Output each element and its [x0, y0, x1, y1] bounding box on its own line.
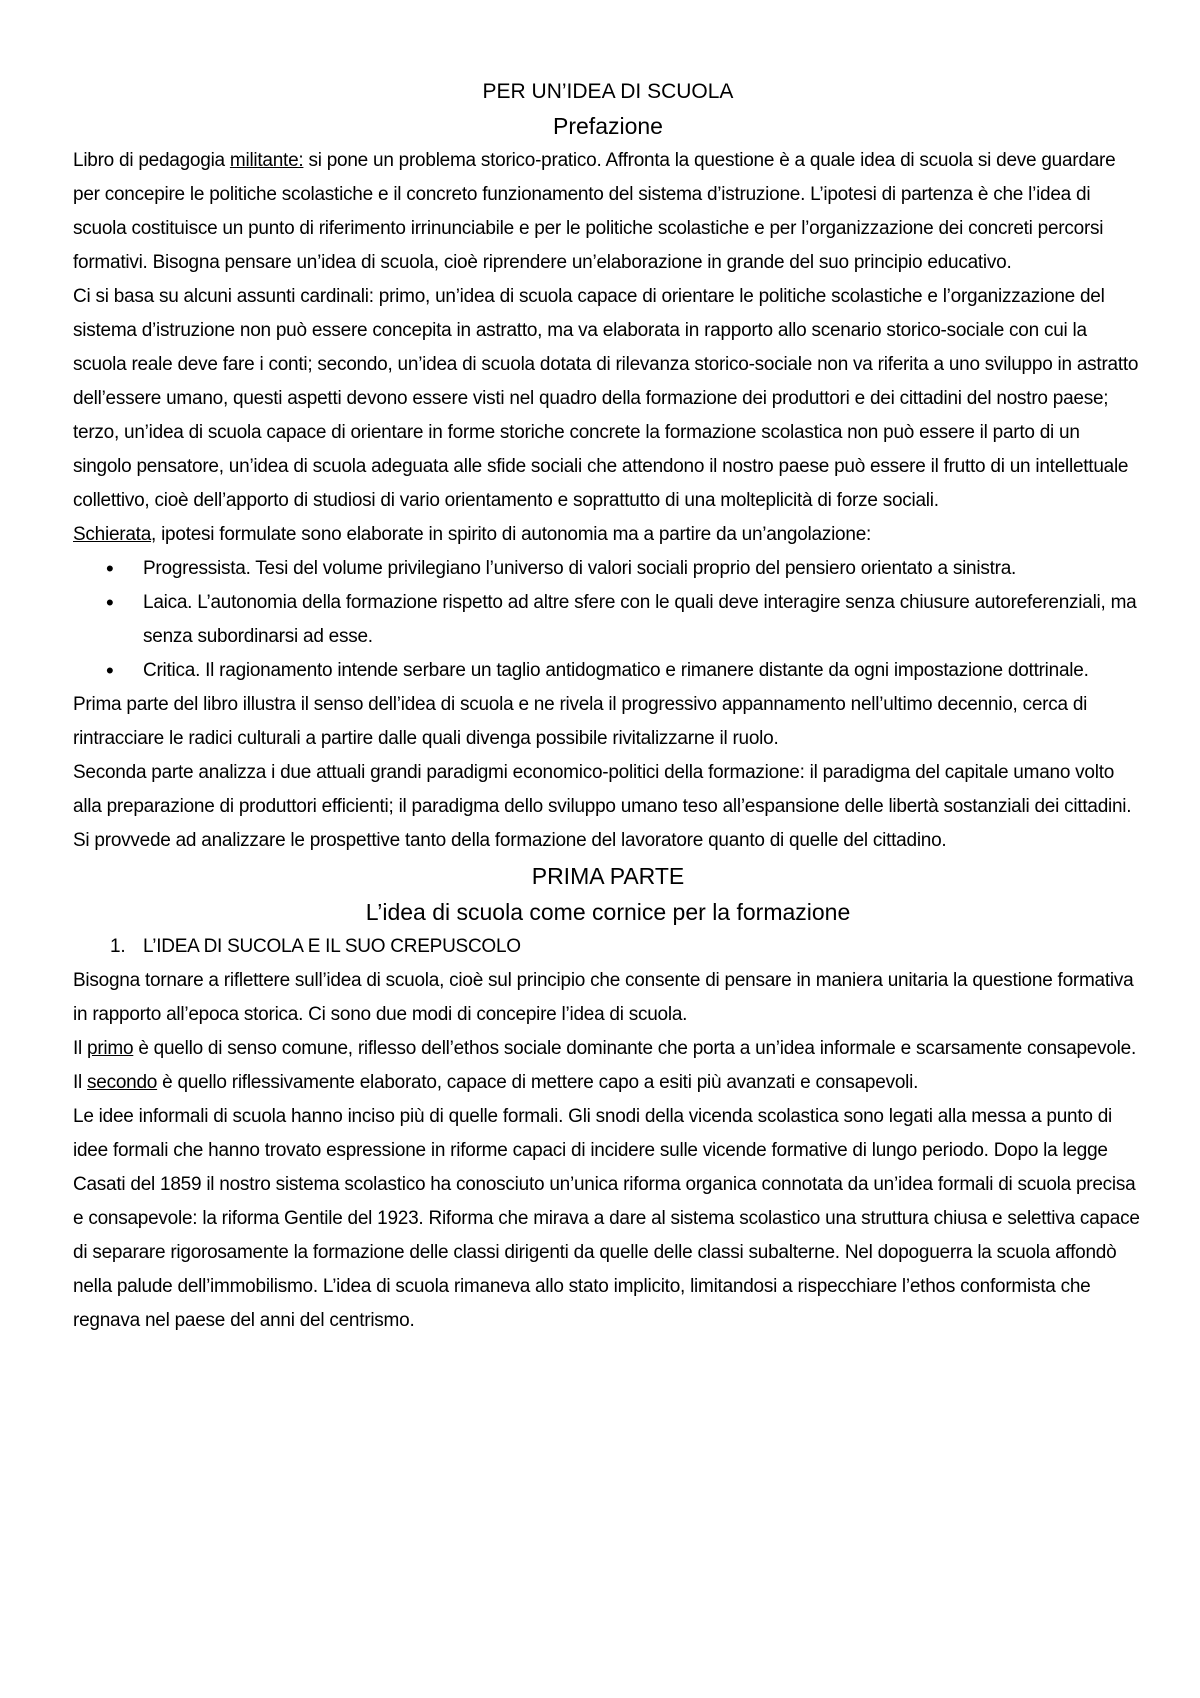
paragraph-second-part: Seconda parte analizza i due attuali grandi paradigmi economico-politici della formazione: il paradigma del capitale umano volto alla preparazione di produttori efficienti; il paradigma dello sviluppo umano teso all’espansione delle libertà sostanziali dei cittadini. Si provvede ad analizzare le prospettive tanto della formazione del lavoratore quanto di quelle del cittadino. [73, 762, 1132, 851]
list-item: • Critica. Il ragionamento intende serbare un taglio antidogmatico e rimanere distante da ogni impostazione dottrinale. [143, 654, 1143, 688]
primo-prefix: Il [73, 1038, 88, 1059]
underlined-schierata: Schierata [73, 524, 152, 545]
underlined-secondo: secondo [87, 1072, 158, 1093]
paragraph-secondo [73, 1066, 1143, 1100]
paragraph-return-to-idea: Bisogna tornare a riflettere sull’idea di scuola, cioè sul principio che consente di pensare in maniera unitaria la questione formativa in rapporto all’epoca storica. Ci sono due modi di concepire l’idea di scuola. [73, 970, 1134, 1025]
intro-text-rest: si pone un problema storico-pratico. Affronta la questione è a quale idea di scuola si deve guardare per concepire le politiche scolastiche e il concreto funzionamento del sistema d’istruzione. L’ipotesi di partenza è che l’idea di scuola costituisce un punto di riferimento irrinunciabile e per le politiche scolastiche e per l’organizzazione dei concreti percorsi formativi. Bisogna pensare un’idea di scuola, cioè riprendere un’elaborazione in grande del suo principio educativo. [73, 150, 1116, 273]
paragraph-primo [73, 1032, 1143, 1066]
paragraph-informal-ideas: Le idee informali di scuola hanno inciso più di quelle formali. Gli snodi della vicenda scolastica sono legati alla messa a punto di idee formali che hanno trovato espressione in riforme capaci di incidere sulle vicende formative di lungo periodo. Dopo la legge Casati del 1859 il nostro sistema scolastico ha conosciuto un’unica riforma organica connotata da un’idea formali di scuola precisa e consapevole: la riforma Gentile del 1923. Riforma che mirava a dare al sistema scolastico una struttura chiusa e selettiva capace di separare rigorosamente la formazione delle classi dirigenti da quelle delle classi subalterne. Nel dopoguerra la scuola affondò nella palude dell’immobilismo. L’idea di scuola rimaneva allo stato implicito, limitandosi a rispecchiare l’ethos conformista che regnava nel paese del anni del centrismo. [73, 1106, 1140, 1331]
secondo-prefix: Il [73, 1072, 88, 1093]
list-item: • Progressista. Tesi del volume privilegiano l’universo di valori sociali proprio del pensiero orientato a sinistra. [143, 552, 1143, 586]
secondo-text: è quello riflessivamente elaborato, capace di mettere capo a esiti più avanzati e consapevoli. [157, 1072, 919, 1093]
paragraph-schierata [73, 518, 1143, 552]
part-heading: PRIMA PARTE [531, 863, 685, 889]
primo-text: è quello di senso comune, riflesso dell’ethos sociale dominante che porta a un’idea informale e scarsamente consapevole. [133, 1038, 1136, 1059]
section-number: 1. [110, 936, 126, 957]
paragraph-first-part: Prima parte del libro illustra il senso dell’idea di scuola e ne rivela il progressivo appannamento nell’ultimo decennio, cerca di rintracciare le radici culturali a partire dalle quali divenga possibile rivitalizzarne il ruolo. [73, 694, 1088, 749]
underlined-primo: primo [87, 1038, 134, 1059]
part-subheading: L’idea di scuola come cornice per la formazione [365, 899, 851, 925]
intro-text-start: Libro di pedagogia [73, 150, 230, 171]
list-item: • Laica. L’autonomia della formazione rispetto ad altre sfere con le quali deve interagire senza chiusure autoreferenziali, ma senza subordinarsi ad esse. [143, 586, 1143, 654]
angle-list [73, 552, 1143, 688]
underlined-militante: militante: [229, 150, 304, 171]
preface-heading: Prefazione [553, 113, 663, 139]
document-title: PER UN’IDEA DI SCUOLA [482, 80, 734, 103]
paragraph-intro [73, 144, 1143, 280]
section-heading [73, 930, 1143, 964]
document-page [73, 76, 1143, 1338]
paragraph-assumptions: Ci si basa su alcuni assunti cardinali: primo, un’idea di scuola capace di orientare le politiche scolastiche e l’organizzazione del sistema d’istruzione non può essere concepita in astratto, ma va elaborata in rapporto allo scenario storico-sociale con cui la scuola reale deve fare i conti; secondo, un’idea di scuola dotata di rilevanza storico-sociale non va riferita a uno sviluppo in astratto dell’essere umano, questi aspetti devono essere visti nel quadro della formazione dei produttori e dei cittadini del nostro paese; terzo, un’idea di scuola capace di orientare in forme storiche concrete la formazione scolastica non può essere il parto di un singolo pensatore, un’idea di scuola adeguata alle sfide sociali che attendono il nostro paese può essere il frutto di un intellettuale collettivo, cioè dell’apporto di studiosi di vario orientamento e soprattutto di una molteplicità di forze sociali. [73, 286, 1139, 511]
schierata-text: , ipotesi formulate sono elaborate in spirito di autonomia ma a partire da un’angolazione: [151, 524, 872, 545]
section-title: L’IDEA DI SUCOLA E IL SUO CREPUSCOLO [143, 936, 521, 957]
